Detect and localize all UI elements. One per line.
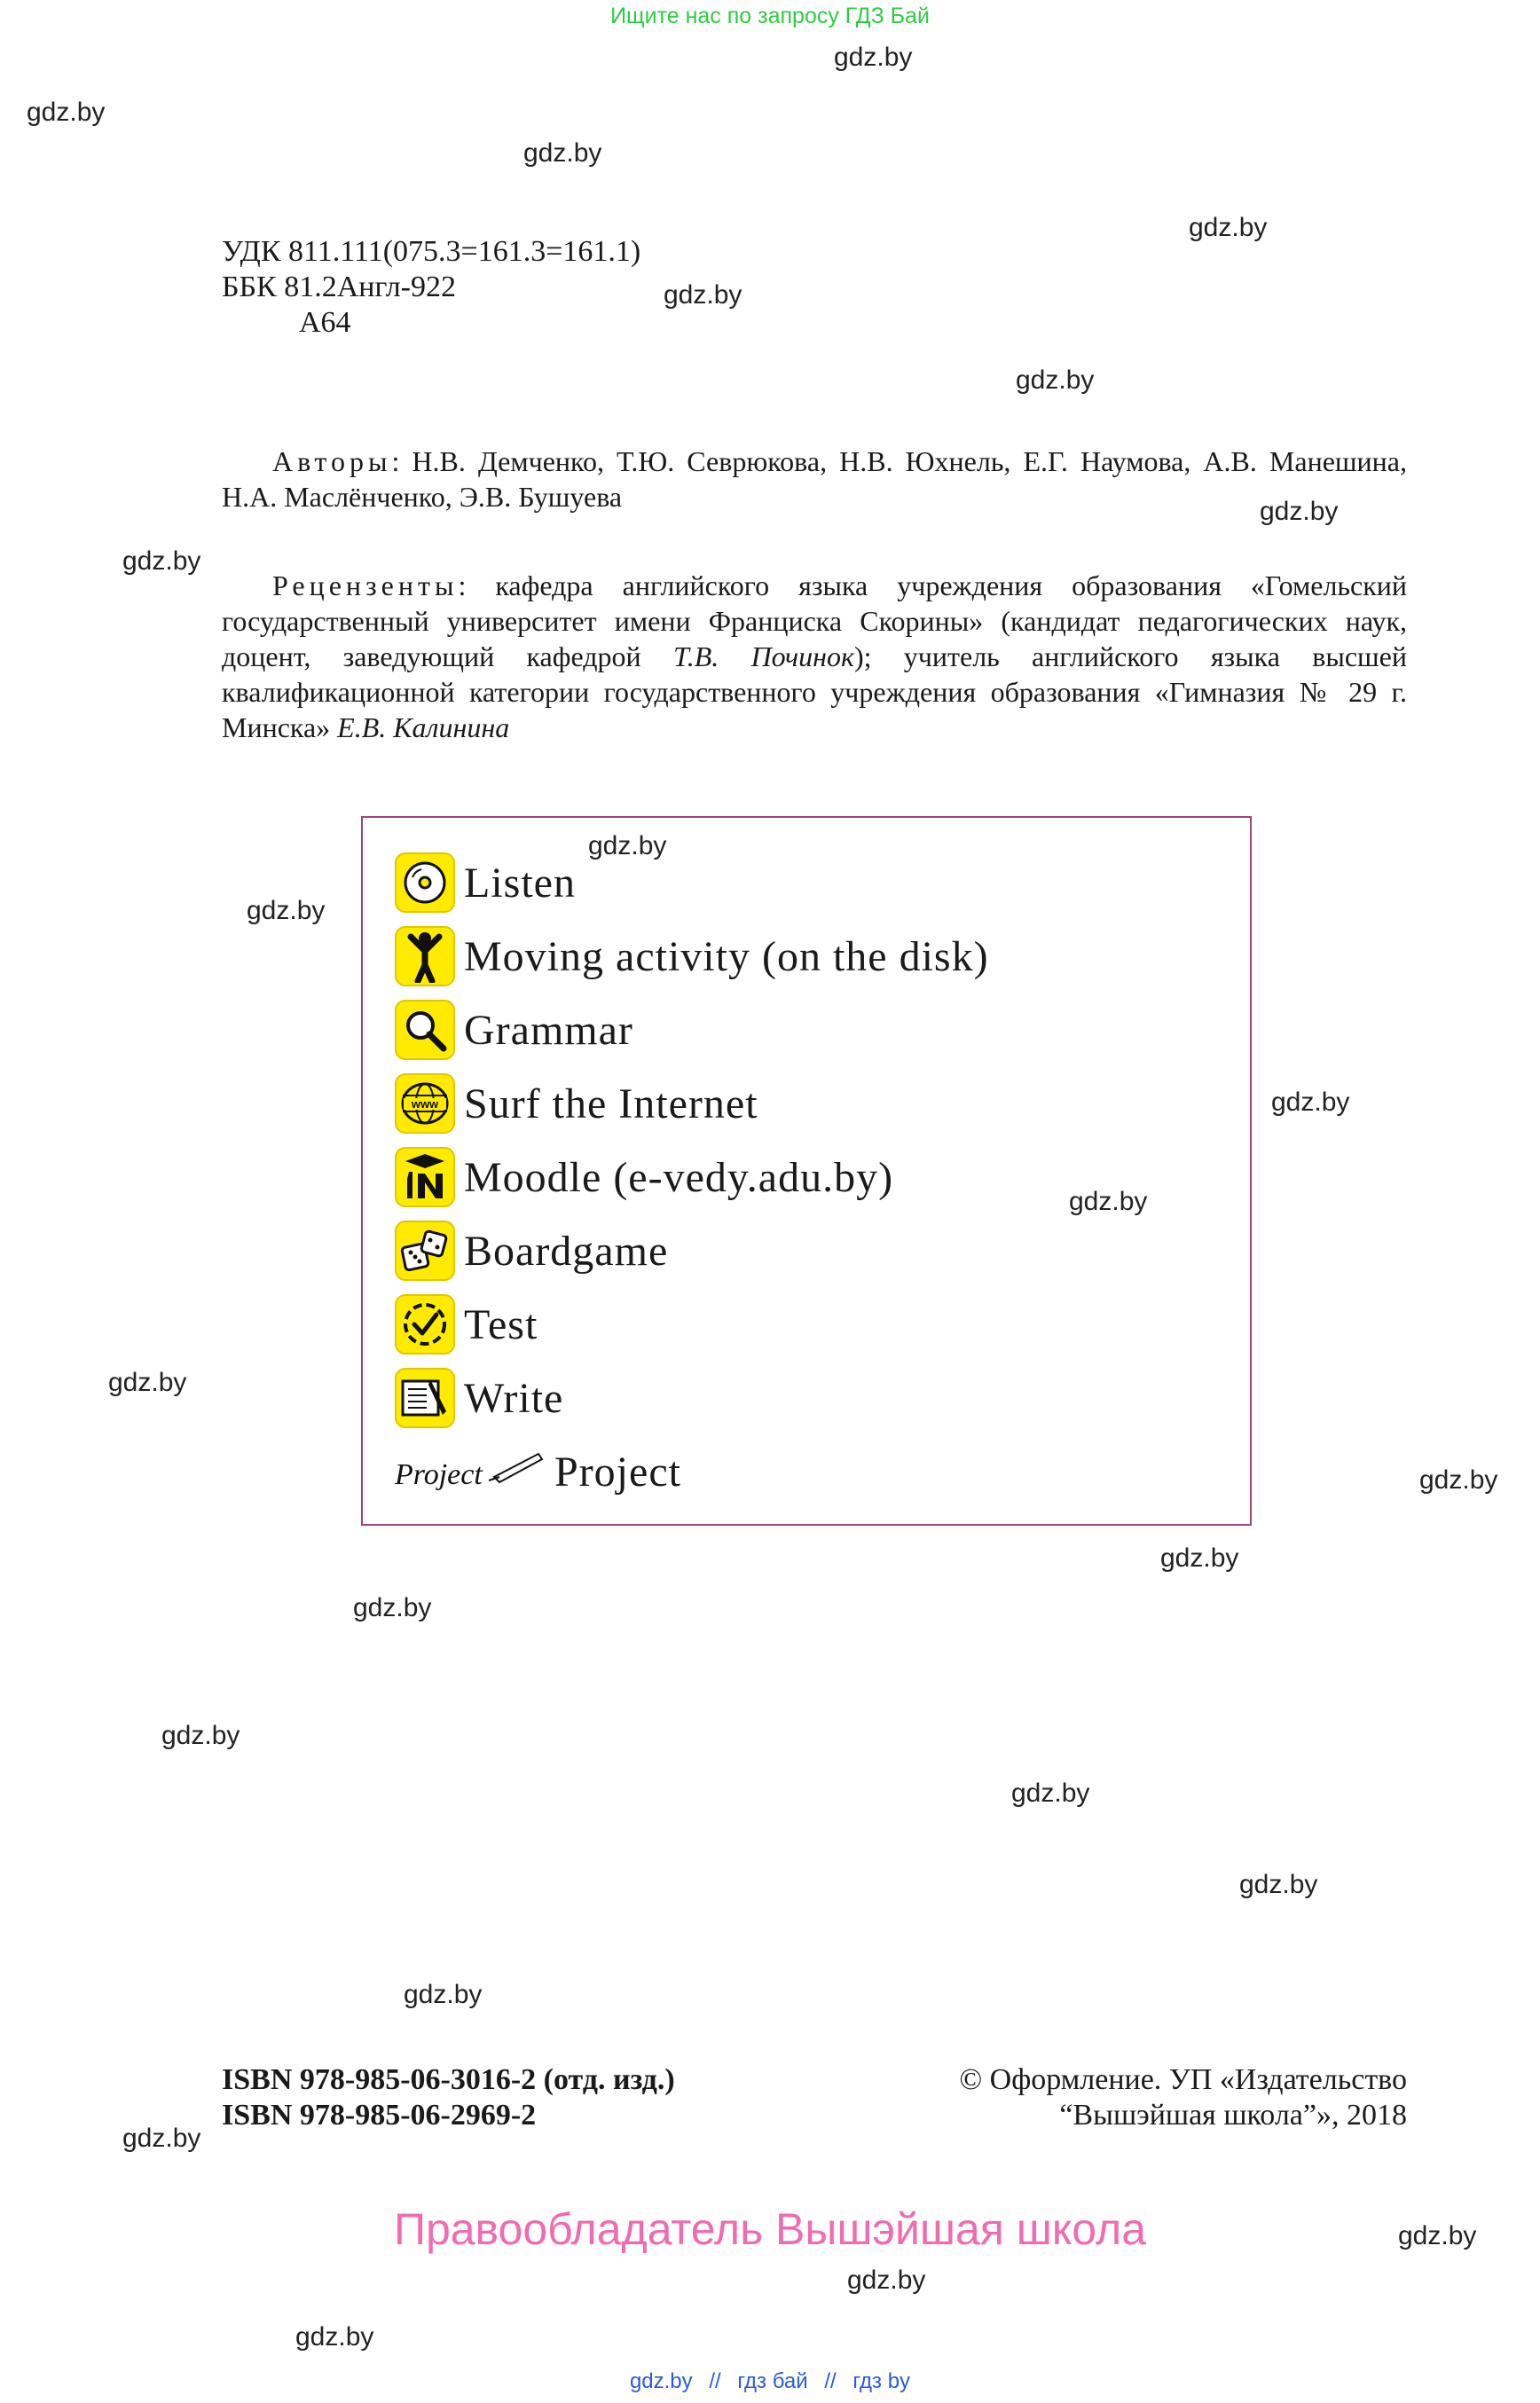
legend-label: Write [464, 1374, 564, 1422]
watermark: gdz.by [353, 1593, 432, 1622]
copyright-line: “Вышэйшая школа”», 2018 [1059, 2099, 1407, 2132]
project-icon-text: Project [395, 1458, 483, 1491]
legend-label: Test [464, 1300, 538, 1348]
isbn-line: ISBN 978-985-06-2969-2 [222, 2099, 537, 2132]
check-circle-icon [395, 1294, 455, 1355]
legend-label: Moodle (e-vedy.adu.by) [464, 1153, 894, 1201]
watermark: gdz.by [523, 138, 602, 168]
watermark: gdz.by [1160, 1543, 1239, 1573]
watermark: gdz.by [1260, 497, 1339, 526]
watermark: gdz.by [1419, 1465, 1498, 1495]
top-banner[interactable]: Ищите нас по запросу ГДЗ Бай [610, 4, 930, 28]
reviewers-text: : кафедра английского языка учреждения образования «Гомельский государственный университет имени Франциска Скорины» (кандидат педагогических наук, доцент, заведующий кафедрой [222, 569, 1407, 672]
authors-paragraph [222, 444, 1407, 514]
project-pen-icon [395, 1445, 546, 1498]
legend-item-grammar [395, 997, 633, 1063]
copyright-block [887, 2062, 1407, 2133]
classification-block [222, 234, 640, 341]
reviewers-label: Рецензенты [272, 569, 459, 601]
legend-item-project [395, 1439, 681, 1504]
magnifier-icon [395, 1000, 455, 1060]
reviewer-name: Е.В. Калинина [337, 711, 510, 743]
watermark: gdz.by [1398, 2221, 1477, 2250]
icon-legend [361, 816, 1252, 1526]
bbk-code: ББК 81.2Англ-922 [222, 271, 456, 303]
reviewer-name: Т.В. Починок [672, 640, 854, 672]
watermark: gdz.by [1189, 213, 1268, 242]
udk-code: УДК 811.111(075.3=161.3=161.1) [222, 235, 641, 268]
legend-label: Project [554, 1448, 681, 1496]
isbn-line: ISBN 978-985-06-3016-2 (отд. изд.) [222, 2063, 675, 2096]
moving-person-icon [395, 926, 455, 986]
watermark: gdz.by [122, 546, 201, 576]
reviewers-text: ); учитель английского языка высшей квалификационной категории государственного учреждения образования «Гимназия № 29 г. Минска» [222, 640, 1408, 743]
watermark: gdz.by [404, 1980, 483, 2009]
www-globe-icon [395, 1073, 455, 1134]
legend-label: Surf the Internet [464, 1080, 758, 1127]
cd-disc-icon [395, 852, 455, 913]
isbn-block [222, 2062, 675, 2133]
link-gdz-by[interactable]: gdz.by [629, 2369, 693, 2393]
separator: // [824, 2369, 837, 2393]
legend-item-moving-activity [395, 923, 989, 989]
watermark: gdz.by [847, 2266, 926, 2295]
watermark: gdz.by [1016, 365, 1095, 395]
reviewers-paragraph [222, 568, 1407, 745]
authors-label: Авторы [272, 445, 392, 477]
rights-holder: Правообладатель Вышэйшая школа [394, 2204, 1146, 2254]
legend-item-test [395, 1292, 538, 1357]
legend-item-moodle [395, 1144, 893, 1210]
watermark: gdz.by [108, 1368, 187, 1397]
legend-item-boardgame [395, 1218, 668, 1284]
legend-label: Grammar [464, 1006, 633, 1054]
watermark: gdz.by [1011, 1779, 1090, 1808]
authors-text: : Н.В. Демченко, Т.Ю. Севрюкова, Н.В. Юхнель, Е.Г. Наумова, А.В. Манешина, Н.А. Маслёнченко, Э.В. Бушуева [222, 445, 1407, 513]
notebook-pen-icon [395, 1368, 455, 1428]
legend-label: Boardgame [464, 1227, 669, 1275]
legend-item-listen [395, 850, 576, 915]
legend-label: Listen [464, 859, 576, 907]
copyright-line: © Оформление. УП «Издательство [959, 2063, 1407, 2096]
svg-text:www: www [411, 1097, 439, 1111]
watermark: gdz.by [295, 2322, 374, 2352]
watermark: gdz.by [161, 1721, 240, 1750]
link-gdz-bai[interactable]: гдз бай [737, 2369, 808, 2393]
watermark: gdz.by [1271, 1088, 1350, 1117]
watermark: gdz.by [588, 831, 667, 860]
watermark: gdz.by [664, 280, 742, 310]
watermark: gdz.by [247, 896, 326, 925]
watermark: gdz.by [1239, 1870, 1318, 1899]
legend-item-surf-internet [395, 1071, 758, 1136]
watermark: gdz.by [834, 43, 913, 72]
author-mark: А64 [299, 306, 351, 339]
watermark: gdz.by [27, 98, 106, 127]
legend-item-write [395, 1365, 563, 1431]
dice-icon [395, 1221, 455, 1281]
legend-label: Moving activity (on the disk) [464, 932, 989, 980]
separator: // [709, 2369, 721, 2393]
moodle-icon [395, 1147, 455, 1207]
bottom-links [0, 2369, 1540, 2394]
watermark: gdz.by [122, 2124, 201, 2153]
link-gdz-by-alt[interactable]: гдз by [852, 2369, 911, 2393]
watermark: gdz.by [1069, 1187, 1148, 1216]
